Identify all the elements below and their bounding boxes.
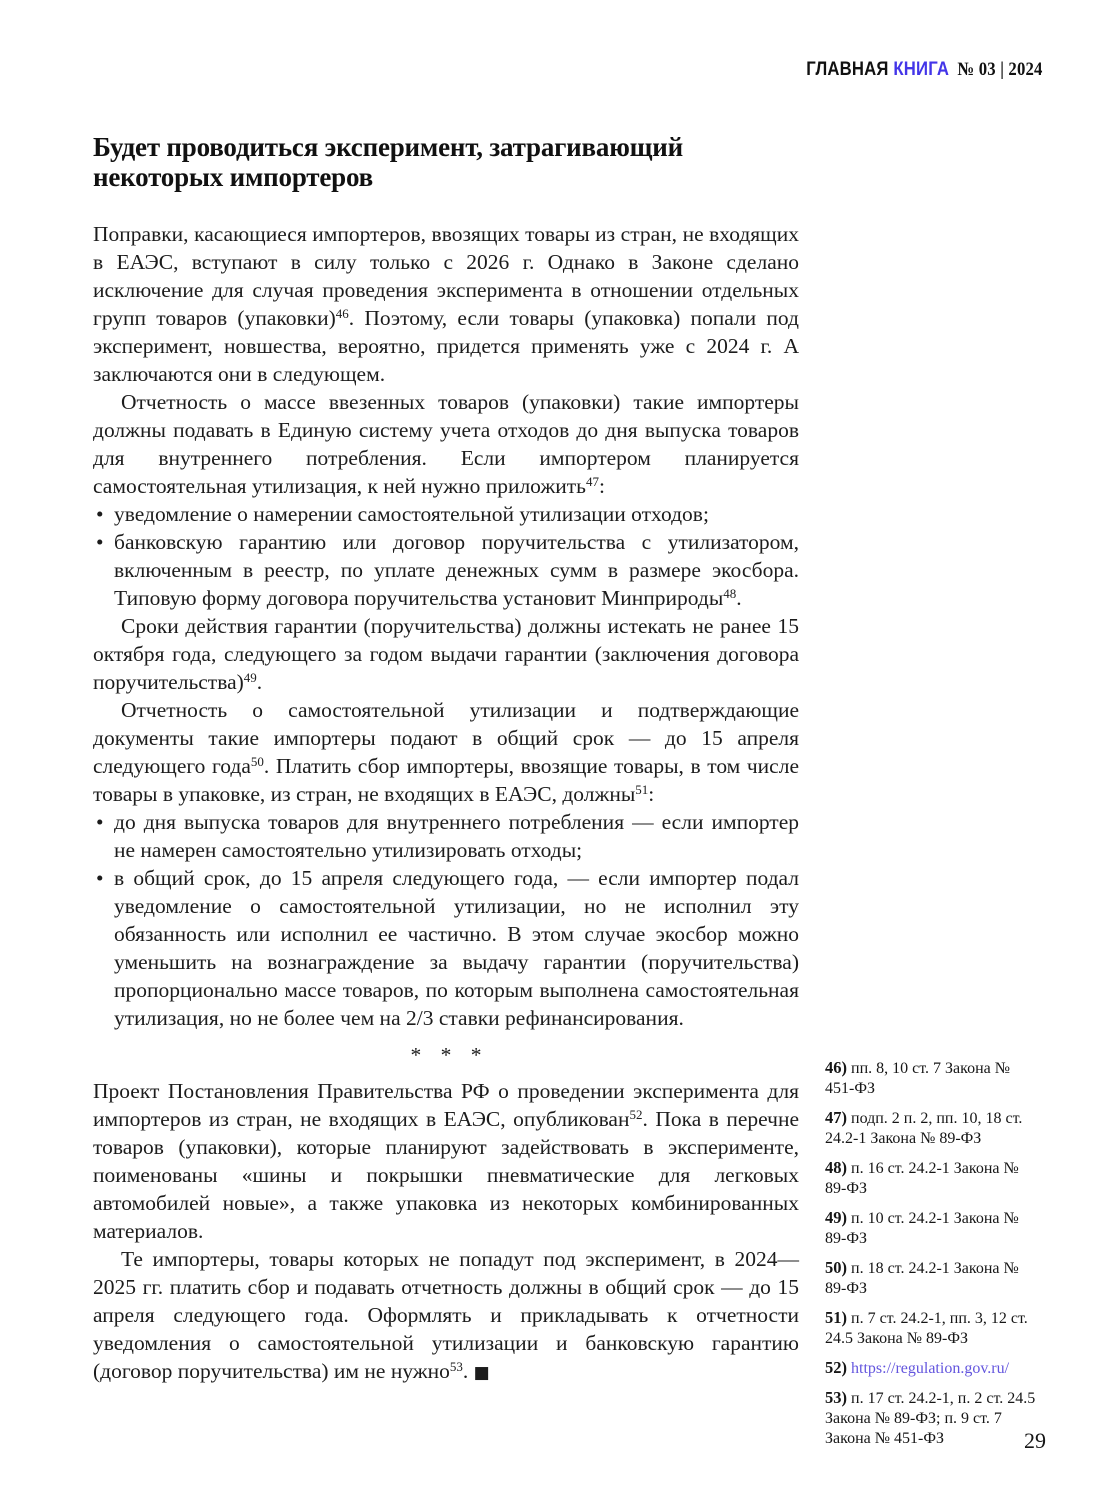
footnote-number: 51) — [825, 1308, 847, 1327]
brand-name: ГЛАВНАЯ — [806, 59, 890, 80]
paragraph: Поправки, касающиеся импортеров, ввозящих товары из стран, не входящих в ЕАЭС, вступают в силу только с 2026 г. Однако в Законе сделано исключение для случая проведения эксперимента в отношении отдельных групп товаров (упаковки)$^{46}$. Поэтому, если товары (упаковка) попали под эксперимент, новшества, вероятно, придется применять уже с 2024 г. А заключаются они в следующем. — [93, 222, 799, 386]
footnote-number: 46) — [825, 1058, 847, 1077]
footnote-item: 51) п. 7 ст. 24.2-1, пп. 3, 12 ст. 24.5 Закона № 89-ФЗ — [825, 1308, 1028, 1347]
footnote-ref: 53 — [449, 1359, 463, 1374]
bullet-item: • банковскую гарантию или договор поручительства с утилизатором, включенным в реестр, по уплате денежных сумм в размере экосбора. Типовую форму договора поручительства установит Минприроды$^{48}$. — [93, 528, 799, 612]
footnote-item: 48) п. 16 ст. 24.2-1 Закона № 89-ФЗ — [825, 1158, 1019, 1197]
footnote-ref: 52 — [629, 1107, 643, 1122]
paragraph: Проект Постановления Правительства РФ о проведении эксперимента для импортеров из стран, не входящих в ЕАЭС, опубликован$^{52}$. Пока в перечне товаров (упаковки), которые планируют задействовать в эксперименте, поименованы «шины и покрышки пневматические для легковых автомобилей новые», а также упаковка из некоторых комбинированных материалов. — [93, 1079, 799, 1243]
paragraph: Отчетность о самостоятельной утилизации и подтверждающие документы такие импортеры подают в общий срок — до 15 апреля следующего года$^{50}$. Платить сбор импортеры, ввозящие товары, в том числе товары в упаковке, из стран, не входящих в ЕАЭС, должны$^{51}$: — [93, 698, 799, 806]
footnote-item: 49) п. 10 ст. 24.2-1 Закона № 89-ФЗ — [825, 1208, 1019, 1247]
footnote-item: 46) пп. 8, 10 ст. 7 Закона № 451-ФЗ — [825, 1058, 1011, 1097]
footnote-number: 53) — [825, 1388, 847, 1407]
footnote-link[interactable]: https://regulation.gov.ru/ — [851, 1360, 1010, 1377]
footnote-ref: 47 — [585, 474, 599, 489]
section-separator: * * * — [410, 1043, 489, 1067]
footnote-number: 52) — [825, 1358, 847, 1377]
page-number: 29 — [1024, 1428, 1046, 1453]
article-end-mark: ■ — [473, 1363, 490, 1383]
footnote-number: 47) — [825, 1108, 847, 1127]
footnote-ref: 46 — [335, 306, 349, 321]
footnote-ref: 48 — [723, 586, 737, 601]
article-bottom-section — [93, 1041, 799, 1387]
paragraph: Отчетность о массе ввезенных товаров (упаковки) такие импортеры должны подавать в Единую систему учета отходов до дня выпуска товаров для внутреннего потребления. Если импортером планируется самостоятельная утилизация, к ней нужно приложить$^{47}$: — [93, 390, 799, 498]
footnote-number: 50) — [825, 1258, 847, 1277]
footnote-item — [825, 1358, 1043, 1379]
bullet-item: • до дня выпуска товаров для внутреннего потребления — если импортер не намерен самостоятельно утилизировать отходы; — [93, 808, 799, 864]
article-title: Будет проводиться эксперимент, затрагивающий некоторых импортеров — [93, 132, 683, 192]
footnotes-column — [825, 1058, 1043, 1458]
footnote-number: 49) — [825, 1208, 847, 1227]
footnote-number: 48) — [825, 1158, 847, 1177]
paragraph: Сроки действия гарантии (поручительства) должны истекать не ранее 15 октября года, следующего за годом выдачи гарантии (заключения договора поручительства)$^{49}$. — [93, 614, 799, 694]
article-body — [93, 220, 799, 1032]
issue-number: № 03 | 2024 — [957, 59, 1043, 80]
footnote-ref: 51 — [635, 782, 649, 797]
footnote-ref: 49 — [243, 670, 257, 685]
footnote-item: 47) подп. 2 п. 2, пп. 10, 18 ст. 24.2-1 Закона № 89-ФЗ — [825, 1108, 1023, 1147]
footnote-item: 53) п. 17 ст. 24.2-1, п. 2 ст. 24.5 Закона № 89-ФЗ; п. 9 ст. 7 Закона № 451-ФЗ — [825, 1388, 1036, 1447]
bullet-item: • уведомление о намерении самостоятельной утилизации отходов; — [93, 500, 799, 528]
brand-name-accent: КНИГА — [893, 59, 950, 80]
paragraph: Те импортеры, товары которых не попадут под эксперимент, в 2024—2025 гг. платить сбор и подавать отчетность должны в общий срок — до 15 апреля следующего года. Оформлять и прикладывать к отчетности уведомления о самостоятельной утилизации и банковскую гарантию (договор поручительства) им не нужно$^{53}$. ■ — [93, 1247, 799, 1383]
footnote-ref: 50 — [250, 754, 264, 769]
bullet-item: • в общий срок, до 15 апреля следующего года, — если импортер подал уведомление о самостоятельной утилизации, но не исполнил эту обязанность или исполнил ее частично. В этом случае экосбор можно уменьшить на вознаграждение за выдачу гарантии (поручительства) пропорционально массе товаров, по которым выполнена самостоятельная утилизация, но не более чем на 2/3 ставки рефинансирования. — [93, 864, 799, 1032]
footnote-item: 50) п. 18 ст. 24.2-1 Закона № 89-ФЗ — [825, 1258, 1019, 1297]
page-header — [807, 59, 1043, 81]
